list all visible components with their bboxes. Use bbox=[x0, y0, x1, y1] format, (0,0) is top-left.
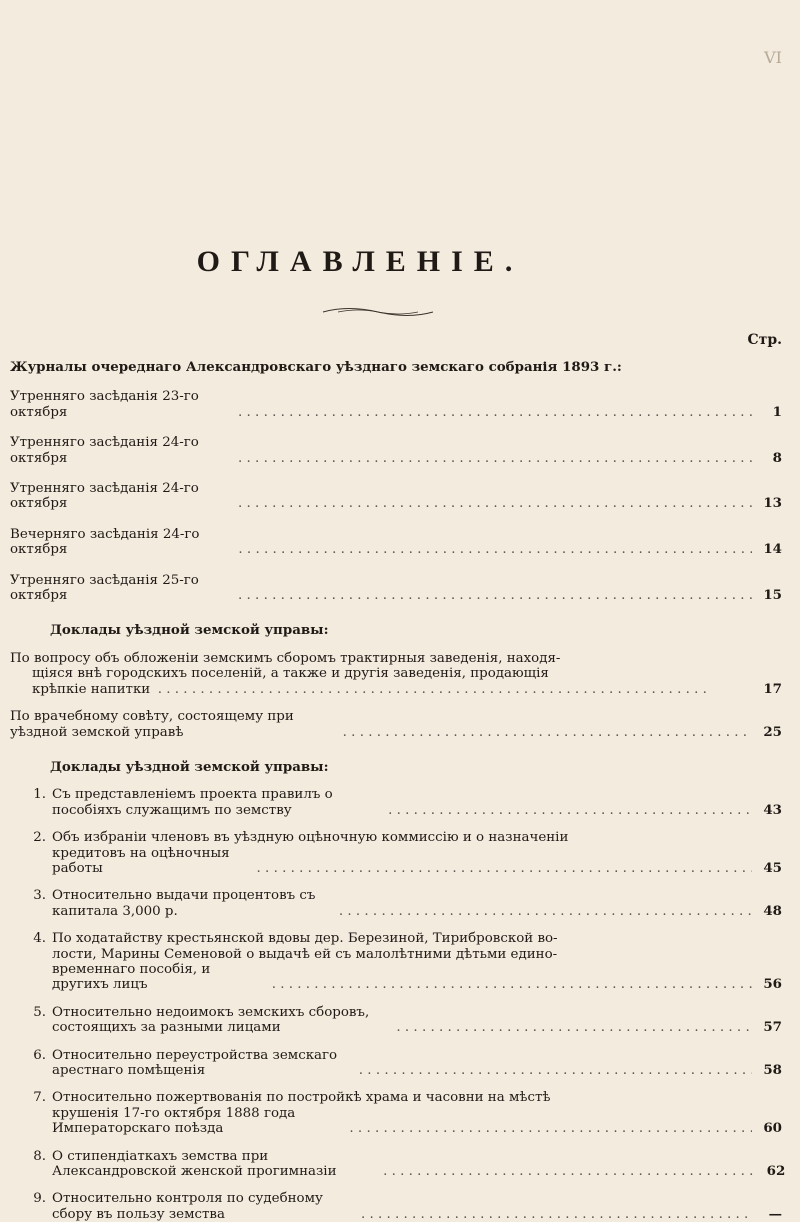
leader-dots bbox=[272, 977, 752, 992]
leader-dots bbox=[396, 1020, 752, 1035]
entry-text: Утренняго засѣданія 25-го октября bbox=[10, 572, 199, 604]
leader-dots bbox=[349, 1121, 752, 1136]
toc-entry[interactable] bbox=[10, 481, 782, 512]
leader-dots bbox=[238, 496, 752, 511]
ornament-flourish bbox=[318, 305, 438, 319]
entry-line: щіяся внѣ городскихъ поселеній, а также и другія заведенія, продающія bbox=[32, 666, 549, 682]
entry-page: 43 bbox=[763, 801, 782, 818]
entry-page: 48 bbox=[763, 902, 782, 919]
entry-line: временнаго пособія, и другихъ лицъ bbox=[52, 961, 211, 993]
toc-entry[interactable] bbox=[10, 651, 782, 697]
entry-last-line bbox=[32, 680, 782, 697]
entry-number: 4. bbox=[33, 931, 46, 947]
toc-entry[interactable] bbox=[10, 888, 782, 919]
sessions-list bbox=[10, 389, 782, 603]
entry-page: 17 bbox=[763, 680, 782, 697]
toc-entry[interactable] bbox=[10, 1048, 782, 1079]
entry-page: 8 bbox=[772, 449, 782, 466]
entry-line: Относительно контроля по судебному сбору въ пользу земства bbox=[52, 1191, 323, 1222]
entry-number: 1. bbox=[33, 787, 46, 803]
entry-number: 9. bbox=[33, 1191, 46, 1207]
entry-line: Съ представленіемъ проекта правилъ о пособіяхъ служащимъ по земству bbox=[52, 787, 333, 818]
leader-dots bbox=[238, 451, 752, 466]
leader-dots bbox=[257, 861, 752, 876]
entry-text: По врачебному совѣту, состоящему при уѣздной земской управѣ bbox=[10, 709, 294, 740]
toc-entry[interactable] bbox=[10, 389, 782, 420]
page-title: ОГЛАВЛЕНІЕ. bbox=[196, 245, 524, 278]
entry-line: крушенія 17-го октября 1888 года Императорскаго поѣзда bbox=[52, 1105, 296, 1137]
entry-line: Относительно недоимокъ земскихъ сборовъ, состоящихъ за разными лицами bbox=[52, 1004, 370, 1036]
entry-page: 25 bbox=[763, 723, 782, 740]
reports-heading-2: Доклады уѣздной земской управы: bbox=[50, 758, 329, 775]
entry-line: крѣпкіе напитки bbox=[32, 681, 151, 697]
entry-line: Относительно выдачи процентовъ съ капитала 3,000 р. bbox=[52, 888, 316, 919]
leader-dots bbox=[361, 1207, 752, 1222]
entry-number: 6. bbox=[33, 1047, 46, 1063]
page-numeral: VI bbox=[764, 48, 782, 67]
toc-entry[interactable] bbox=[10, 1191, 782, 1222]
toc-entry[interactable] bbox=[10, 1005, 782, 1036]
toc-entry[interactable] bbox=[10, 573, 782, 604]
entry-line: По вопросу объ обложеніи земскимъ сборомъ трактирныя заведенія, находя- bbox=[10, 650, 561, 666]
entry-page: 56 bbox=[763, 976, 782, 993]
toc-entry[interactable] bbox=[10, 527, 782, 558]
leader-dots bbox=[238, 405, 752, 420]
entry-page: 15 bbox=[763, 587, 782, 604]
entry-page: 60 bbox=[763, 1120, 782, 1137]
entry-text: Утренняго засѣданія 24-го октября bbox=[10, 481, 199, 512]
entry-line: По ходатайству крестьянской вдовы дер. Березиной, Тирибровской во- bbox=[52, 931, 558, 947]
entry-page: 14 bbox=[763, 541, 782, 558]
leader-dots bbox=[388, 803, 752, 818]
entry-number: 5. bbox=[33, 1004, 46, 1020]
leader-dots bbox=[238, 542, 752, 557]
entry-number: 7. bbox=[33, 1090, 46, 1106]
entry-text: Вечерняго засѣданія 24-го октября bbox=[10, 526, 200, 558]
entry-page: 13 bbox=[763, 495, 782, 512]
toc-entry[interactable] bbox=[10, 1148, 786, 1180]
leader-dots bbox=[343, 725, 752, 740]
toc-entry[interactable] bbox=[10, 435, 782, 466]
entry-number: 3. bbox=[33, 888, 46, 904]
entry-line: Относительно переустройства земскаго арестнаго помѣщенія bbox=[52, 1047, 338, 1078]
entry-page: 45 bbox=[763, 859, 782, 876]
entry-line: О стипендіаткахъ земства при Александровской женской прогимназіи bbox=[52, 1148, 337, 1180]
entry-number: 2. bbox=[33, 830, 46, 846]
toc-entry[interactable] bbox=[10, 709, 782, 740]
entry-text: Утренняго засѣданія 24-го октября bbox=[10, 435, 199, 466]
table-of-contents bbox=[10, 359, 786, 1222]
leader-dots bbox=[359, 1063, 752, 1078]
entry-page: 57 bbox=[763, 1019, 782, 1036]
entry-page: 1 bbox=[772, 403, 782, 420]
entry-page: 58 bbox=[763, 1062, 782, 1078]
toc-entry[interactable] bbox=[10, 931, 782, 993]
entry-line: лости, Марины Семеновой о выдачѣ ей съ малолѣтними дѣтьми едино- bbox=[52, 946, 558, 962]
page-column-label: Стр. bbox=[747, 332, 782, 348]
entry-page: — bbox=[768, 1205, 782, 1222]
leader-dots bbox=[339, 904, 752, 919]
entry-line: кредитовъ на оцѣночныя работы bbox=[52, 845, 230, 876]
leader-dots bbox=[238, 588, 752, 603]
toc-entry[interactable] bbox=[10, 787, 782, 818]
entry-number: 8. bbox=[33, 1148, 46, 1164]
entry-line: Объ избраніи членовъ въ уѣздную оцѣночную коммиссію и о назначеніи bbox=[52, 830, 569, 846]
entry-text: Утренняго засѣданія 23-го октября bbox=[10, 389, 199, 420]
leader-dots bbox=[154, 682, 752, 697]
leader-dots bbox=[383, 1164, 755, 1179]
numbered-reports-list bbox=[10, 787, 786, 1222]
toc-entry[interactable] bbox=[10, 830, 782, 876]
toc-entry[interactable] bbox=[10, 1090, 782, 1136]
reports-heading-1: Доклады уѣздной земской управы: bbox=[50, 622, 329, 639]
entry-line: Относительно пожертвованія по постройкѣ храма и часовни на мѣстѣ bbox=[52, 1090, 551, 1106]
entry-page: 62 bbox=[766, 1163, 786, 1180]
journals-heading: Журналы очереднаго Александровскаго уѣзднаго земскаго собранія 1893 г.: bbox=[10, 359, 622, 375]
